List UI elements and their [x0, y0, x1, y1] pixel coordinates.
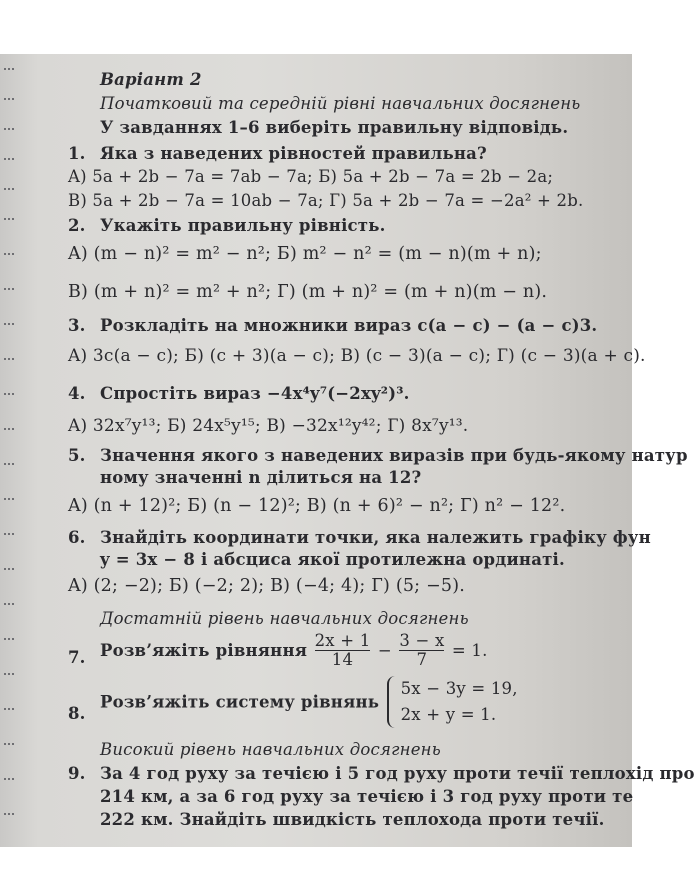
task-1-question: Яка з наведених рівностей правильна? [100, 144, 487, 163]
task-6-question-line2: y = 3x − 8 і абсциса якої протилежна ординаті. [100, 550, 565, 569]
fraction-2-numerator: 3 − x [399, 631, 445, 650]
task-number: 4. [68, 384, 86, 403]
task-7-row [100, 632, 488, 669]
task-4-options: A) 32x⁷y¹³; Б) 24x⁵y¹⁵; B) −32x¹²y⁴²; Г) 8x⁷y¹³. [68, 416, 469, 436]
equation-tail: = 1. [451, 641, 488, 660]
task-number: 5. [68, 446, 86, 465]
task-3-question: Розкладіть на множники вираз c(a − c) − (a − c)3. [100, 316, 598, 335]
task-6-options: A) (2; −2); Б) (−2; 2); B) (−4; 4); Г) (5; −5). [68, 576, 466, 596]
fraction-2 [399, 632, 444, 669]
task-1-options-row1: A) 5a + 2b − 7a = 7ab − 7a; Б) 5a + 2b − 7a = 2b − 2a; [68, 167, 554, 186]
fraction-1-numerator: 2x + 1 [314, 631, 371, 650]
task-7-question: Розв’яжіть рівняння [100, 641, 308, 660]
top-white-band [0, 0, 632, 54]
task-8-row [100, 676, 518, 728]
equation-system [385, 676, 518, 728]
section-heading-level3: Високий рівень навчальних досягнень [100, 740, 441, 759]
task-5-options: A) (n + 12)²; Б) (n − 12)²; B) (n + 6)² − n²; Г) n² − 12². [68, 496, 566, 516]
instruction-text: У завданнях 1–6 виберіть правильну відповідь. [100, 118, 569, 137]
task-number: 7. [68, 648, 86, 667]
task-3-options: A) 3c(a − c); Б) (c + 3)(a − c); B) (c − 3)(a − c); Г) (c − 3)(a + c). [68, 346, 646, 366]
minus-sign: − [377, 641, 392, 660]
fraction-1 [315, 632, 371, 669]
task-1-options-row2: B) 5a + 2b − 7a = 10ab − 7a; Г) 5a + 2b − 7a = −2a² + 2b. [68, 191, 584, 210]
task-number: 3. [68, 316, 86, 335]
task-5-question-line2: ному значенні n ділиться на 12? [100, 468, 422, 487]
task-2-question: Укажіть правильну рівність. [100, 216, 386, 235]
task-4-question: Спростіть вираз −4x⁴y⁷(−2xy²)³. [100, 384, 410, 403]
section-heading-level2: Достатній рівень навчальних досягнень [100, 609, 469, 628]
curly-brace [387, 676, 399, 728]
task-9-text-line3: 222 км. Знайдіть швидкість теплохода проти течії. [100, 810, 605, 829]
task-6-question-line1: Знайдіть координати точки, яка належить графіку фун [100, 528, 651, 547]
section-heading-level1: Початковий та середній рівні навчальних досягнень [100, 94, 581, 113]
task-number: 8. [68, 704, 86, 723]
task-number: 9. [68, 764, 86, 783]
task-number: 6. [68, 528, 86, 547]
fraction-2-denominator: 7 [399, 650, 444, 669]
exercise-content [0, 54, 695, 847]
task-2-options-row2: B) (m + n)² = m² + n²; Г) (m + n)² = (m + n)(m − n). [68, 282, 548, 302]
fraction-1-denominator: 14 [315, 650, 371, 669]
task-number: 1. [68, 144, 86, 163]
task-9-text-line2: 214 км, а за 6 год руху за течією і 3 год руху проти те [100, 787, 634, 806]
task-8-question: Розв’яжіть систему рівнянь [100, 692, 380, 712]
task-number: 2. [68, 216, 86, 235]
system-equation-1: 5x − 3y = 19, [400, 679, 518, 698]
textbook-page [0, 54, 695, 847]
task-9-text-line1: За 4 год руху за течією і 5 год руху проти течії теплохід про [100, 764, 695, 783]
system-equation-2: 2x + y = 1. [400, 705, 497, 724]
variant-title: Варіант 2 [100, 70, 202, 89]
task-2-options-row1: A) (m − n)² = m² − n²; Б) m² − n² = (m − n)(m + n); [68, 244, 542, 264]
bottom-white-band [0, 847, 632, 894]
task-5-question-line1: Значення якого з наведених виразів при будь-якому натур [100, 446, 688, 465]
